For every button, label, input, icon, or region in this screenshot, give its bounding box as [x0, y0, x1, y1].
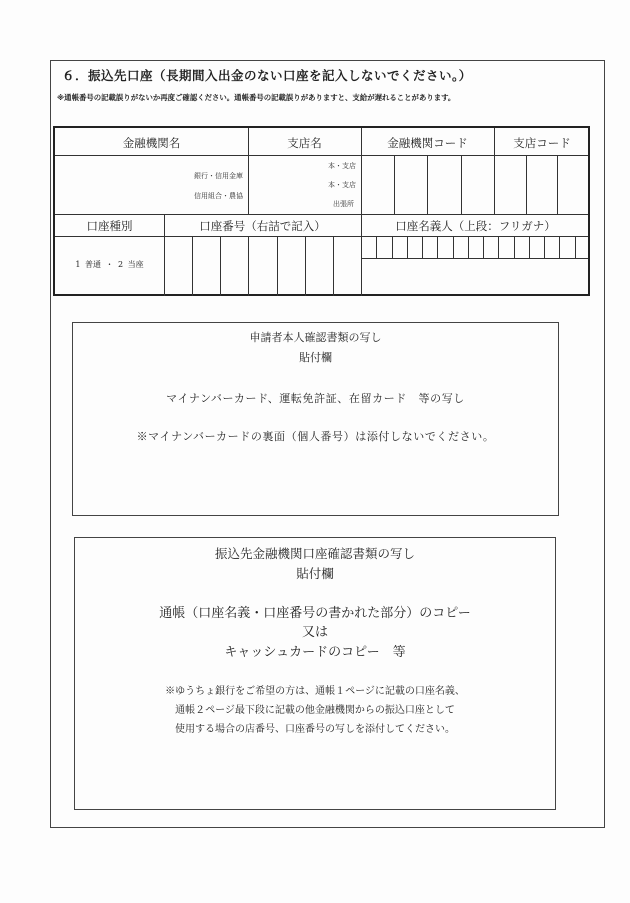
- id-document-attachment-area: [72, 322, 559, 516]
- furigana-box-divider: [498, 236, 499, 258]
- digit-divider: [461, 155, 462, 214]
- id-attachment-title: 申請者本人確認書類の写し: [249, 331, 382, 344]
- bank-attachment-line1: 通帳（口座名義・口座番号の書かれた部分）のコピー: [159, 606, 471, 621]
- account-number-digit-divider: [333, 236, 334, 296]
- account-table: [53, 126, 590, 296]
- account-number-digit-divider: [305, 236, 306, 296]
- row-divider: [55, 214, 588, 215]
- header-account-number: 口座番号（右詰で記入）: [199, 219, 326, 233]
- account-number-digit-divider: [220, 236, 221, 296]
- bank-document-attachment-area: [74, 537, 556, 810]
- branch-type-option[interactable]: 出張所: [333, 200, 354, 208]
- furigana-box-divider: [376, 236, 377, 258]
- digit-divider: [427, 155, 428, 214]
- furigana-box-divider: [392, 236, 393, 258]
- branch-type-option[interactable]: 本・支店: [328, 181, 356, 189]
- bank-attachment-note: ※ゆうちょ銀行をご希望の方は、通帳１ページに記載の口座名義、: [165, 686, 465, 697]
- bank-attachment-subtitle: 貼付欄: [296, 566, 334, 581]
- bank-attachment-note: 使用する場合の店番号、口座番号の写しを添付してください。: [175, 724, 455, 735]
- row-divider: [55, 236, 588, 237]
- header-bank-code: 金融機関コード: [387, 136, 468, 150]
- digit-divider: [394, 155, 395, 214]
- branch-type-option[interactable]: 本・支店: [328, 162, 356, 170]
- section-note: ※通帳番号の記載誤りがないか再度ご確認ください。通帳番号の記載誤りがありますと、支給が遅れることがあります。: [57, 93, 456, 102]
- furigana-box-divider: [407, 236, 408, 258]
- header-branch-code: 支店コード: [513, 136, 571, 150]
- bank-attachment-line2: 又は: [301, 625, 328, 640]
- bank-attachment-line3: キャッシュカードのコピー 等: [224, 645, 406, 660]
- header-account-type: 口座種別: [86, 219, 133, 233]
- bank-attachment-note: 通帳２ページ最下段に記載の他金融機関からの振込口座として: [175, 705, 455, 716]
- furigana-box-divider: [575, 236, 576, 258]
- section-title: ６．振込先口座（長期間入出金のない口座を記入しないでください。）: [62, 68, 472, 83]
- furigana-box-divider: [483, 236, 484, 258]
- furigana-box-divider: [453, 236, 454, 258]
- account-number-digit-divider: [192, 236, 193, 296]
- furigana-box-divider: [514, 236, 515, 258]
- furigana-box-divider: [437, 236, 438, 258]
- bank-type-option[interactable]: 銀行・信用金庫: [194, 172, 243, 180]
- id-attachment-warning: ※マイナンバーカードの裏面（個人番号）は添付しないでください。: [136, 430, 495, 443]
- bank-type-option[interactable]: 信用組合・農協: [194, 192, 243, 200]
- account-type-options[interactable]: 1 普通 ・ 2 当座: [75, 260, 144, 269]
- header-branch-name: 支店名: [287, 136, 322, 150]
- header-bank-name: 金融機関名: [122, 136, 181, 150]
- account-number-digit-divider: [248, 236, 249, 296]
- row-divider: [361, 258, 588, 259]
- bank-attachment-title: 振込先金融機関口座確認書類の写し: [214, 546, 415, 561]
- furigana-box-divider: [422, 236, 423, 258]
- furigana-box-divider: [559, 236, 560, 258]
- digit-divider: [557, 155, 558, 214]
- id-attachment-examples: マイナンバーカード、運転免許証、在留カード 等の写し: [166, 392, 465, 405]
- id-attachment-subtitle: 貼付欄: [299, 351, 332, 364]
- furigana-box-divider: [529, 236, 530, 258]
- row-divider: [55, 155, 588, 156]
- header-account-holder: 口座名義人（上段：フリガナ）: [395, 219, 556, 233]
- furigana-box-divider: [468, 236, 469, 258]
- digit-divider: [526, 155, 527, 214]
- furigana-box-divider: [544, 236, 545, 258]
- account-number-digit-divider: [277, 236, 278, 296]
